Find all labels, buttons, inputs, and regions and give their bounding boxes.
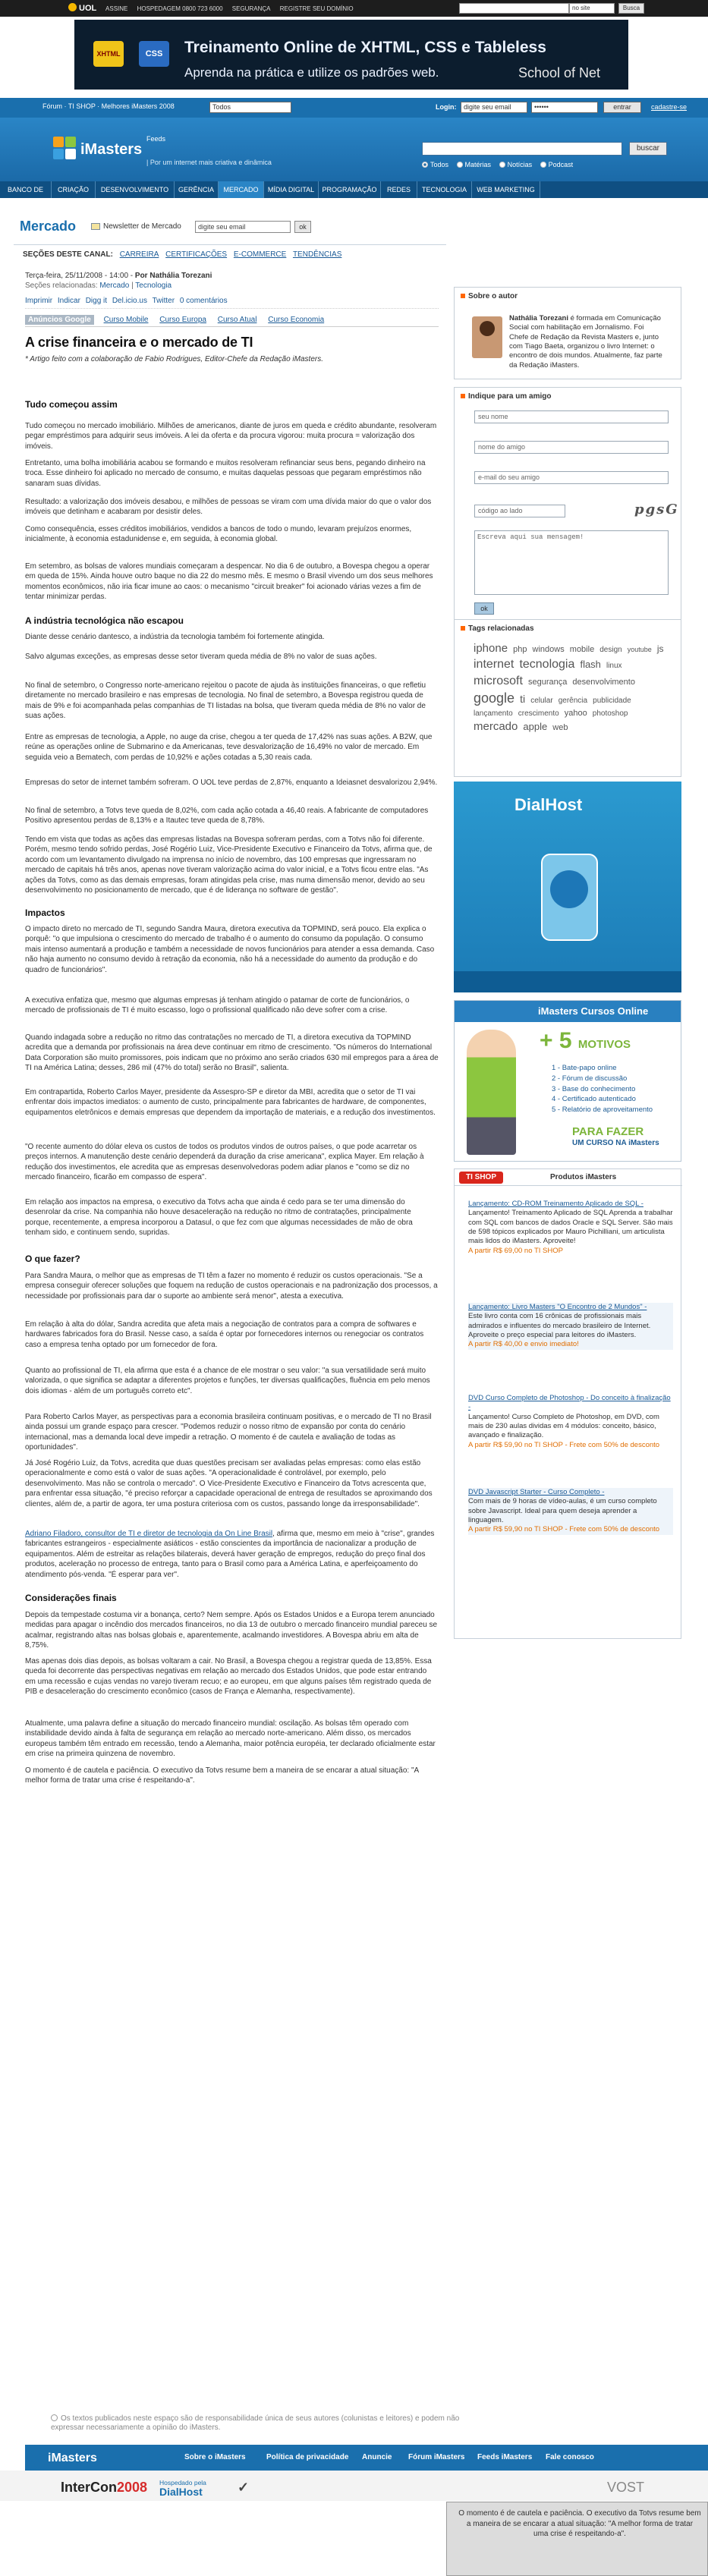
uol-link-seguranca[interactable]: SEGURANÇA xyxy=(231,5,271,12)
twitter-link[interactable]: Twitter xyxy=(152,297,175,305)
author-box-title: Sobre o autor xyxy=(455,288,681,300)
share-form-title: Indique para um amigo xyxy=(455,388,681,401)
tag[interactable]: gerência xyxy=(558,697,588,706)
reason-item: 3 - Base do conhecimento xyxy=(552,1084,636,1093)
tag[interactable]: youtube xyxy=(627,646,652,653)
banner-brand: School of Net xyxy=(518,65,601,80)
radio-label-noticias: Notícias xyxy=(507,161,533,168)
paragraph-2: Entretanto, uma bolha imobiliária acabou se formando e muitos resolveram refinanciar seus bens, pegando dinheiro na troca. Esse dinheiro foi aplicado no mercado de consumo, e muitas daquelas pessoas que pegaram empréstimos não sanaram suas dívidas. xyxy=(25,459,426,488)
courses-ad-person xyxy=(467,1030,516,1155)
register-link[interactable]: cadastre-se xyxy=(651,103,688,111)
login-email-input[interactable]: digite seu email xyxy=(461,102,527,113)
product-price: A partir R$ 40,00 e envio imediato! xyxy=(468,1340,579,1349)
css-badge: CSS xyxy=(139,41,169,67)
reason-item: 2 - Fórum de discussão xyxy=(552,1074,628,1083)
paragraph-3: Resultado: a valorização dos imóveis desabou, e milhões de pessoas se viram com uma dívida maior do que o valor dos imóveis que detinham e acabaram por desistir deles. xyxy=(25,498,432,517)
quote-popup-text: O momento é de cautela e paciência. O executivo da Totvs resume bem a maneira de se encarar a atual situação: "A melhor forma de tratar uma crise é respeitando-a". xyxy=(458,2509,701,2538)
banner-headline: Treinamento Online de XHTML, CSS e Tableless xyxy=(184,39,546,56)
product-title-link[interactable]: DVD Javascript Starter - Curso Completo - xyxy=(468,1488,605,1496)
sections-label: Seções relacionadas: xyxy=(25,282,98,290)
tag[interactable]: js xyxy=(656,643,664,654)
article-sections: Seções relacionadas: Mercado | Tecnologia xyxy=(25,282,172,290)
friend-name-input[interactable]: nome do amigo xyxy=(474,441,669,454)
top-nav-links[interactable]: Fórum · TI SHOP · Melhores iMasters 2008 xyxy=(42,102,175,110)
tag[interactable]: crescimento xyxy=(518,709,559,718)
courses-headline-word: MOTIVOS xyxy=(577,1038,631,1051)
section-link-carreira[interactable]: CARREIRA xyxy=(119,250,159,259)
ad-link-2[interactable]: Curso Europa xyxy=(159,316,206,324)
xhtml-badge: XHTML xyxy=(93,41,124,67)
courses-cta-small: UM CURSO NA iMasters xyxy=(572,1138,659,1147)
courses-reasons xyxy=(552,1063,653,1115)
author-box xyxy=(454,287,681,379)
tishop-logo[interactable]: TI SHOP xyxy=(459,1172,503,1184)
uol-link-assine[interactable]: ASSINE xyxy=(105,5,128,12)
google-ads-label: Anúncios Google xyxy=(25,315,94,325)
product-item[interactable] xyxy=(468,1303,673,1350)
dialhost-footer-caption: Hospedado pela xyxy=(159,2479,206,2486)
top-nav xyxy=(0,98,708,118)
heading-consideracoes: Considerações finais xyxy=(25,1593,117,1603)
product-title-link[interactable]: DVD Curso Completo de Photoshop - Do conceito à finalização - xyxy=(468,1394,671,1412)
footer-link-anuncie[interactable]: Anuncie xyxy=(362,2453,392,2461)
heading-industria: A indústria tecnológica não escapou xyxy=(25,615,184,626)
reason-item: 4 - Certificado autenticado xyxy=(552,1095,636,1104)
paragraph-27: Atualmente, uma palavra define a situação do mercado financeiro mundial: oscilação. As bolsas têm operado com instabilidade devido ainda à falta de segurança em relação ao mercado norte-americano. Além disso, os mercados europeus também têm entrado em recessão, tendo a Alemanha, maior potência européia, ter declarado oficialmente estar em crise na primeira quinzena de novembro. xyxy=(25,1719,436,1759)
tag[interactable]: design xyxy=(599,646,622,654)
section-tecnologia-link[interactable]: Tecnologia xyxy=(135,282,172,290)
tag[interactable]: web xyxy=(552,722,568,732)
article-tools xyxy=(25,297,439,309)
tishop-box xyxy=(454,1168,681,1639)
tishop-header xyxy=(455,1169,682,1186)
uol-search-input[interactable] xyxy=(459,3,569,14)
author-bio xyxy=(509,314,665,370)
footer-link-feeds[interactable]: Feeds iMasters xyxy=(477,2453,533,2461)
footer-link-privacidade[interactable]: Política de privacidade xyxy=(266,2453,349,2461)
menu-web-marketing[interactable]: WEB MARKETING xyxy=(472,181,540,198)
menu-gerencia[interactable]: GERÊNCIA xyxy=(175,181,219,198)
product-item[interactable] xyxy=(468,1394,673,1450)
article-note: * Artigo feito com a colaboração de Fabio Rodrigues, Editor-Chefe da Redação iMasters. xyxy=(25,355,323,363)
paragraph-11: No final de setembro, a Totvs teve queda de 8,02%, com cada ação cotada a 46,40 reais. A fabricante de computadores Positivo apresentou perdas de 8,13% e a Itautec teve queda de 8,78%. xyxy=(25,807,429,826)
friend-email-input[interactable]: e-mail do seu amigo xyxy=(474,471,669,484)
login-button[interactable]: entrar xyxy=(603,102,641,113)
uol-logo-icon xyxy=(68,3,77,11)
newsletter-email-input[interactable]: digite seu email xyxy=(195,221,291,233)
paragraph-9: Entre as empresas de tecnologia, a Apple, no auge da crise, chegou a ter queda de 17,42% nas suas ações. A B2W, que reúne as operações online de Submarino e da Americanas, teve desvalorização de 16,49% no valor de mercado. Em seguida veio a Bematech, com perdas de 10,92% e ações cotadas a 5,30 reais cada. xyxy=(25,733,433,762)
footer-links-bar xyxy=(25,2445,708,2471)
paragraph-14: A executiva enfatiza que, mesmo que algumas empresas já tenham atingido o patamar de corte de funcionários, o mercado de profissionais de TI é muito escasso, logo o profissional qualificado não deve sofrer com a crise. xyxy=(25,996,410,1015)
site-search-button[interactable]: buscar xyxy=(629,142,667,156)
paragraph-12: Tendo em vista que todas as ações das empresas listadas na Bovespa sofreram perdas, com a Totvs não foi diferente. Porém, mesmo tendo sofrido perdas, José Rogério Luiz, Vice-Presidente Executivo e Financeiro da Totvs, afirma que, de acordo com um levantamento divulgado na imprensa no início de novembro, das 100 empresas que ingressaram no mercado de capitais há três anos, apenas nove tiveram valorização acima do valor inicial, e a Totvs ficou entre elas. "As ações da Totvs, como as das demais empresas, foram atingidas pela crise, mas numa dimensão menor, devido ao seu desenvolvimento no posicionamento de mercado, que é de liderança no software de gestão". xyxy=(25,835,433,895)
imasters-brand[interactable]: iMasters xyxy=(80,141,143,158)
google-ads-bar xyxy=(25,315,439,327)
paragraph-16: Em contrapartida, Roberto Carlos Mayer, presidente da Assespro-SP e diretor da MBI, acredita que o setor de TI vai enfrentar dois impactos imediatos: o aumento de custo, principalmente para fabricantes de hardware, de componentes, equipamentos eletrônicos e demais empresas que dependem da importação de materiais, e a redução dos investimentos. xyxy=(25,1088,436,1117)
heading-impactos: Impactos xyxy=(25,907,65,918)
uol-link-hospedagem[interactable]: HOSPEDAGEM 0800 723 6000 xyxy=(137,5,223,12)
reason-item: 5 - Relatório de aproveitamento xyxy=(552,1106,653,1115)
menu-programacao[interactable]: PROGRAMAÇÃO xyxy=(319,181,381,198)
dialhost-footer-name: DialHost xyxy=(159,2486,203,2499)
article-author[interactable]: Por Nathália Torezani xyxy=(134,272,212,280)
quote-popup xyxy=(446,2502,708,2576)
paragraph-22: Para Roberto Carlos Mayer, as perspectivas para a economia brasileira continuam positivas, e o mercado de TI no Brasil ainda possui um grande espaço para crescer. "Podemos reduzir o nosso ritmo de expansão por conta do cenário internacional, mas a demanda local deve impedir a retração. O momento é de cautela e avaliação de todas as oportunidades". xyxy=(25,1413,432,1452)
tag[interactable]: apple xyxy=(523,720,548,732)
tag[interactable]: celular xyxy=(530,697,553,706)
article-meta xyxy=(25,272,439,280)
info-icon xyxy=(51,2414,58,2421)
menu-banco-de-dados[interactable]: BANCO DE DADOS xyxy=(0,181,52,198)
digg-link[interactable]: Digg it xyxy=(85,297,108,305)
courses-ad-brand: iMasters Cursos Online xyxy=(455,1001,681,1022)
intercon-logo-year: 2008 xyxy=(117,2480,148,2495)
footer-link-sobre[interactable]: Sobre o iMasters xyxy=(184,2453,246,2461)
section-link-tendencias[interactable]: TENDÊNCIAS xyxy=(292,250,342,259)
intercon-logo-text: InterCon xyxy=(61,2480,117,2495)
radio-noticias[interactable] xyxy=(499,162,505,168)
section-mercado-link[interactable]: Mercado xyxy=(99,282,130,290)
paragraph-15: Quando indagada sobre a redução no ritmo das contratações no mercado de TI, a diretora executiva da TOPMIND acredita que a demanda por profissionais na área deve continuar em ritmo de crescimento. "Os números do International Data Corporation são muito promissores, pois indicam que no próximo ano serão criados 630 mil empregos para a área de TI na América Latina; desses, 286 mil (47% do total) serão no Brasil", salienta. xyxy=(25,1033,439,1073)
paragraph-5: Em setembro, as bolsas de valores mundiais começaram a despencar. No dia 6 de outubro, a Bovespa chegou a operar em queda de 15%. Ainda houve outro baque no dia 22 do mesmo mês. E mesmo o Brasil vivendo um dos seus melhores momentos econômicos, não iria ficar imune ao caos: o mecanismo "circuit breaker" foi acionado várias vezes a fim de tentar minimizar perdas. xyxy=(25,562,433,602)
site-tagline: | Por um internet mais criativa e dinâmica xyxy=(146,159,272,166)
message-textarea[interactable]: Escreva aqui sua mensagem! xyxy=(474,530,669,595)
channel-select[interactable]: Todos xyxy=(209,102,291,113)
tag[interactable]: desenvolvimento xyxy=(572,677,635,687)
tag[interactable]: tecnologia xyxy=(519,658,575,672)
site-header xyxy=(0,118,708,181)
login-label: Login: xyxy=(436,103,457,111)
courses-ad[interactable] xyxy=(454,1000,681,1162)
tag[interactable]: publicidade xyxy=(593,697,631,706)
courses-headline-number: + 5 xyxy=(540,1028,572,1053)
paragraph-24 xyxy=(25,1529,439,1580)
radio-label-materias: Matérias xyxy=(464,161,492,168)
article xyxy=(25,272,439,363)
tishop-title: Produtos iMasters xyxy=(550,1173,617,1181)
footer-brand[interactable]: iMasters xyxy=(48,2452,97,2464)
paragraph-10: Empresas do setor de internet também sofreram. O UOL teve perdas de 2,87%, enquanto a Ideiasnet desvalorizou 2,94%. xyxy=(25,778,438,787)
tag[interactable]: lançamento xyxy=(474,709,513,718)
captcha-input[interactable]: código ao lado xyxy=(474,505,565,517)
uol-logo[interactable]: UOL xyxy=(68,4,96,13)
paragraph-20: Em relação à alta do dólar, Sandra acredita que afeta mais a negociação de contratos para a compra de softwares e hardwares fabricados fora do Brasil. Nesse caso, a saída é optar por fornecedores internos ou renegociar os contratos caso a empresa tenha optado por um fornecedor de fora. xyxy=(25,1320,424,1349)
login-password-input[interactable]: •••••• xyxy=(531,102,598,113)
menu-criacao[interactable]: CRIAÇÃO xyxy=(52,181,96,198)
ad-link-3[interactable]: Curso Atual xyxy=(217,316,257,324)
envelope-icon xyxy=(91,223,100,230)
section-link-certificacoes[interactable]: CERTIFICAÇÕES xyxy=(165,250,228,259)
print-link[interactable]: Imprimir xyxy=(25,297,53,305)
ad-link-4[interactable]: Curso Economia xyxy=(268,316,325,324)
partner-logo[interactable]: VOST xyxy=(607,2480,645,2495)
paragraph-25: Depois da tempestade costuma vir a bonança, certo? Nem sempre. Após os Estados Unidos e a Europa terem anunciado medidas para apagar o incêndio dos mercados financeiros, no dia 13 de outubro o mercado financeiro mundial pareceu se acalmar, registrando altas nas bolsas globais e, aparentemente, acalmando investidores. A Bovespa abriu em alta de 8,75%. xyxy=(25,1611,438,1650)
main-menu xyxy=(0,181,708,210)
footer-disclaimer-text: Os textos publicados neste espaço são de responsabilidade única de seus autores (colunistas e leitores) e podem não expressar necessariamente a opinião do iMasters. xyxy=(51,2414,460,2432)
tag[interactable]: mercado xyxy=(474,719,518,733)
check-logo-icon[interactable]: ✓ xyxy=(238,2480,250,2495)
tag[interactable]: segurança xyxy=(527,677,568,687)
author-name: Nathália Torezani xyxy=(509,314,568,322)
menu-midia-digital[interactable]: MÍDIA DIGITAL xyxy=(264,181,319,198)
intercon-logo[interactable] xyxy=(61,2480,147,2496)
paragraph-24-text: , afirma que, mesmo em meio à "crise", grandes fabricantes estrangeiros - especialmente asiáticos - estão conscientes da importância de nacionalizar a produção de equipamentos. Além de estreitar as relações bilaterais, deverá haver geração de empregos, redução do preço final dos produtos, aceleração no processo de entrega, tanto para o Brasil como para a América Latina, e aperfeiçoamento do atendimento pós-venda. "É esperar para ver". xyxy=(25,1530,435,1579)
filadoro-link[interactable]: Adriano Filadoro, consultor de TI e diretor de tecnologia da On Line Brasil xyxy=(25,1530,273,1538)
courses-cta xyxy=(572,1126,659,1147)
radio-materias[interactable] xyxy=(457,162,463,168)
tag[interactable]: internet xyxy=(474,658,514,672)
paragraph-6: Diante desse cenário dantesco, a indústria da tecnologia também foi fortemente atingida. xyxy=(25,633,325,641)
article-title: A crise financeira e o mercado de TI xyxy=(25,335,253,350)
tag[interactable]: windows xyxy=(532,645,565,654)
product-price: A partir R$ 69,00 no TI SHOP xyxy=(468,1246,563,1255)
dialhost-ad[interactable] xyxy=(454,782,681,992)
paragraph-13: O impacto direto no mercado de TI, segundo Sandra Maura, diretora executiva da TOPMIND, será pouco. Ela explica o porquê: "o que impulsiona o crescimento do mercado de trabalho é o aumento do consumo da população. O consumo mais intenso aumentará a produção e também a necessidade de novos funcionários para atender a essa demanda. Caso não haja aumento no consumo devido à retração da economia, não há a necessidade do aumento da produção e do quadro de funcionários". xyxy=(25,925,435,974)
paragraph-19: Para Sandra Maura, o melhor que as empresas de TI têm a fazer no momento é reduzir os custos operacionais. "Se a empresa conseguir oferecer soluções que foquem na redução de custos operacionais e na padronização dos processos, a necessidade por profissionais para dar o suporte ao ambiente será menor", atesta a executiva. xyxy=(25,1272,438,1301)
tag-cloud xyxy=(474,641,672,734)
tag[interactable]: php xyxy=(513,645,527,654)
paragraph-23: Já José Rogério Luiz, da Totvs, acredita que duas questões precisam ser avaliadas pelas empresas: como elas estão operacionalmente e como está o valor de suas ações. "A operacionalidade é controlável, por exemplo, pelo desenvolvimento. Mas não se controla o mercado". O Vice-Presidente Executivo e Financeiro da Totvs acrescenta que, para enfrentar essa situação, "é preciso reforçar a capacidade operacional de entrega de resultados se aproximando dos clientes, além de, a partir de agora, ter uma postura criteriosa com os custos, passando longe da irresponsabilidade". xyxy=(25,1459,433,1508)
author-avatar xyxy=(472,316,502,358)
product-item[interactable] xyxy=(468,1200,673,1256)
reason-item: 1 - Bate-papo online xyxy=(552,1064,617,1072)
uol-top-bar xyxy=(0,0,708,17)
tag[interactable]: photoshop xyxy=(592,709,628,718)
paragraph-26: Mas apenas dois dias depois, as bolsas voltaram a cair. No Brasil, a Bovespa chegou a registrar queda de 13,85%. Essa queda foi decorrente das perspectivas negativas em relação ao mercado dos Estados Unidos, que pode estar entrando em uma recessão e cujas vendas no varejo tiveram recuo; e ao europeu, em que alguns países têm registrado queda de PIB e desaceleração do crescimento econômico (casos de França e Alemanha, respectivamente). xyxy=(25,1657,432,1697)
radio-label-todos: Todos xyxy=(430,161,449,168)
menu-tecnologia[interactable]: TECNOLOGIA xyxy=(417,181,472,198)
captcha-image: pgsG xyxy=(634,502,679,517)
courses-ad-headline xyxy=(540,1028,631,1054)
banner-subline: Aprenda na prática e utilize os padrões web. xyxy=(184,65,439,80)
usb-icon xyxy=(541,854,598,941)
tag[interactable]: yahoo xyxy=(564,708,587,718)
menu-desenvolvimento[interactable]: DESENVOLVIMENTO xyxy=(96,181,175,198)
indicar-link[interactable]: Indicar xyxy=(57,297,80,305)
sender-name-input[interactable]: seu nome xyxy=(474,410,669,423)
dialhost-footer-logo[interactable] xyxy=(159,2480,206,2499)
newsletter-label: Newsletter de Mercado xyxy=(103,222,181,231)
paragraph-4: Como consequência, esses créditos imobiliários, vendidos a bancos de todo o mundo, levaram prejuízos enormes, inicialmente, à economia estadunidense e, em seguida, à economia global. xyxy=(25,525,412,544)
channel-sections-label: SEÇÕES DESTE CANAL: xyxy=(23,250,113,259)
heading-tudo-comecou: Tudo começou assim xyxy=(25,399,118,410)
channel-title: Mercado xyxy=(20,219,77,234)
footer-link-contato[interactable]: Fale conosco xyxy=(546,2453,594,2461)
paragraph-18: Em relação aos impactos na empresa, o executivo da Totvs acha que ainda é cedo para se ter uma dimensão do desenrolar da crise. Na companhia não houve desaceleração na redução no ritmo de contratações, principalmente porque, recentemente, a empresa incorporou a Datasul, o que fez com que algumas necessidades de mão de obra tenham sido, e continuem sendo, supridas. xyxy=(25,1198,413,1238)
paragraph-21: Quanto ao profissional de TI, ela afirma que esta é a chance de ele mostrar o seu valor: "a sua versatilidade será muito valorizada, o que significa se adaptar a diferentes projetos e funções, ter diversas qualificações, fluência em pelo menos dois idiomas - além de um português correto etc". xyxy=(25,1367,430,1395)
uol-search-button[interactable]: Busca xyxy=(618,3,644,14)
feeds-link[interactable]: Feeds xyxy=(146,135,166,143)
product-description: Este livro conta com 16 crônicas de profissionais mais admirados e influentes do mercado brasileiro de Internet. Aproveite o preço especial para leitores do iMasters. xyxy=(468,1312,651,1340)
channel-header xyxy=(14,215,446,245)
product-title-link[interactable]: Lançamento: Livro Masters "O Encontro de 2 Mundos" - xyxy=(468,1303,647,1311)
channel-sections xyxy=(23,250,346,259)
search-scope-radios xyxy=(422,161,579,168)
radio-label-podcast: Podcast xyxy=(548,161,574,168)
product-price: A partir R$ 59,90 no TI SHOP - Frete com 50% de desconto xyxy=(468,1440,660,1449)
product-description: Com mais de 9 horas de vídeo-aulas, é um curso completo sobre Javascript. Ideal para quem deseja aprender a linguagem. xyxy=(468,1497,657,1525)
paragraph-28: O momento é de cautela e paciência. O executivo da Totvs resume bem a maneira de se encarar a atual situação: "A melhor forma de tratar uma crise é respeitando-a". xyxy=(25,1766,419,1785)
tag[interactable]: linux xyxy=(606,662,622,671)
ad-link-1[interactable]: Curso Mobile xyxy=(103,316,149,324)
tag[interactable]: microsoft xyxy=(474,674,523,687)
paragraph-8: No final de setembro, o Congresso norte-americano rejeitou o pacote de ajuda às instituições financeiras, o que refletiu diretamente no mercado brasileiro e nas empresas de tecnologia. No final de setembro, a Bovespa registrou queda de mais de 9% e foi acompanhada pelas companhias de TI listadas na bolsa, que tiveram queda média de 8% no valor de suas ações. xyxy=(25,681,426,721)
product-price: A partir R$ 59,90 no TI SHOP - Frete com 50% de desconto xyxy=(468,1525,660,1534)
section-link-ecommerce[interactable]: E-COMMERCE xyxy=(233,250,287,259)
delicious-link[interactable]: Del.icio.us xyxy=(112,297,147,305)
tags-box-title: Tags relacionadas xyxy=(455,620,681,633)
share-ok-button[interactable]: ok xyxy=(474,602,494,615)
tags-box xyxy=(454,619,681,777)
uol-link-dominio[interactable]: REGISTRE SEU DOMÍNIO xyxy=(279,5,354,12)
tag[interactable]: iphone xyxy=(474,642,508,655)
paragraph-7: Salvo algumas exceções, as empresas desse setor tiveram queda média de 8% no valor de suas ações. xyxy=(25,653,377,661)
courses-cta-main: PARA FAZER xyxy=(572,1125,644,1138)
product-description: Lançamento! Treinamento Aplicado de SQL Aprenda a trabalhar com SQL com bancos de dados Oracle e SQL Server. São mais de 598 tópicos explicados por Mauro Pichilliani, um articulista mais lidos do iMasters. Aproveite! xyxy=(468,1209,673,1246)
paragraph-1: Tudo começou no mercado imobiliário. Milhões de americanos, diante de juros em queda e crédito abundante, resolveram pegar empréstimos para adquirir seus imóveis. A lei da oferta e da procura vigorou: muita procura = valorização dos imóveis. xyxy=(25,422,437,451)
dialhost-ad-footer xyxy=(454,971,681,992)
menu-mercado[interactable]: MERCADO xyxy=(219,181,264,198)
product-title-link[interactable]: Lançamento: CD-ROM Treinamento Aplicado de SQL - xyxy=(468,1200,643,1208)
comments-link[interactable]: 0 comentários xyxy=(179,297,228,305)
author-bio-text: é formada em Comunicação Social com habilitação em Jornalismo. Foi Chefe de Redação da Revista Masters e, junto com Tiago Baeta, organizou o livro Internet: o encontro de dois mundos. Atualmente, faz parte da Redação iMasters. xyxy=(509,314,662,370)
uol-search-scope-select[interactable]: no site xyxy=(569,3,615,14)
site-search-input[interactable] xyxy=(422,142,622,156)
tag[interactable]: flash xyxy=(580,659,601,671)
tag[interactable]: ti xyxy=(520,693,526,706)
dialhost-logo: DialHost xyxy=(514,795,583,814)
heading-o-que-fazer: O que fazer? xyxy=(25,1253,80,1264)
tag[interactable]: mobile xyxy=(569,645,595,654)
ad-banner[interactable] xyxy=(74,20,628,90)
product-item[interactable] xyxy=(468,1488,673,1535)
tag[interactable]: google xyxy=(474,690,515,706)
footer-disclaimer xyxy=(51,2414,461,2433)
article-date: Terça-feira, 25/11/2008 - 14:00 - xyxy=(25,272,134,280)
radio-todos[interactable] xyxy=(422,162,428,168)
product-description: Lançamento! Curso Completo de Photoshop, em DVD, com mais de 230 aulas dividas em 4 módulos: conceito, básico, avançado e finalização. xyxy=(468,1412,659,1440)
paragraph-17: "O recente aumento do dólar eleva os custos de todos os produtos vindos de outros países, o que pode acarretar os preços internos. A manutenção deste cenário dependerá da duração da crise americana", explica Mayer. Em relação à redução dos investimentos, ele acredita que as empresas desenvolvedoras podem adiar planos e "como se diz no mercado financeiro, ficarão em compasso de espera". xyxy=(25,1143,424,1182)
footer-link-forum[interactable]: Fórum iMasters xyxy=(408,2453,465,2461)
imasters-logo-icon[interactable] xyxy=(53,137,77,161)
newsletter-ok-button[interactable]: ok xyxy=(294,221,311,233)
radio-podcast[interactable] xyxy=(540,162,546,168)
share-form xyxy=(454,387,681,622)
menu-redes[interactable]: REDES xyxy=(381,181,417,198)
